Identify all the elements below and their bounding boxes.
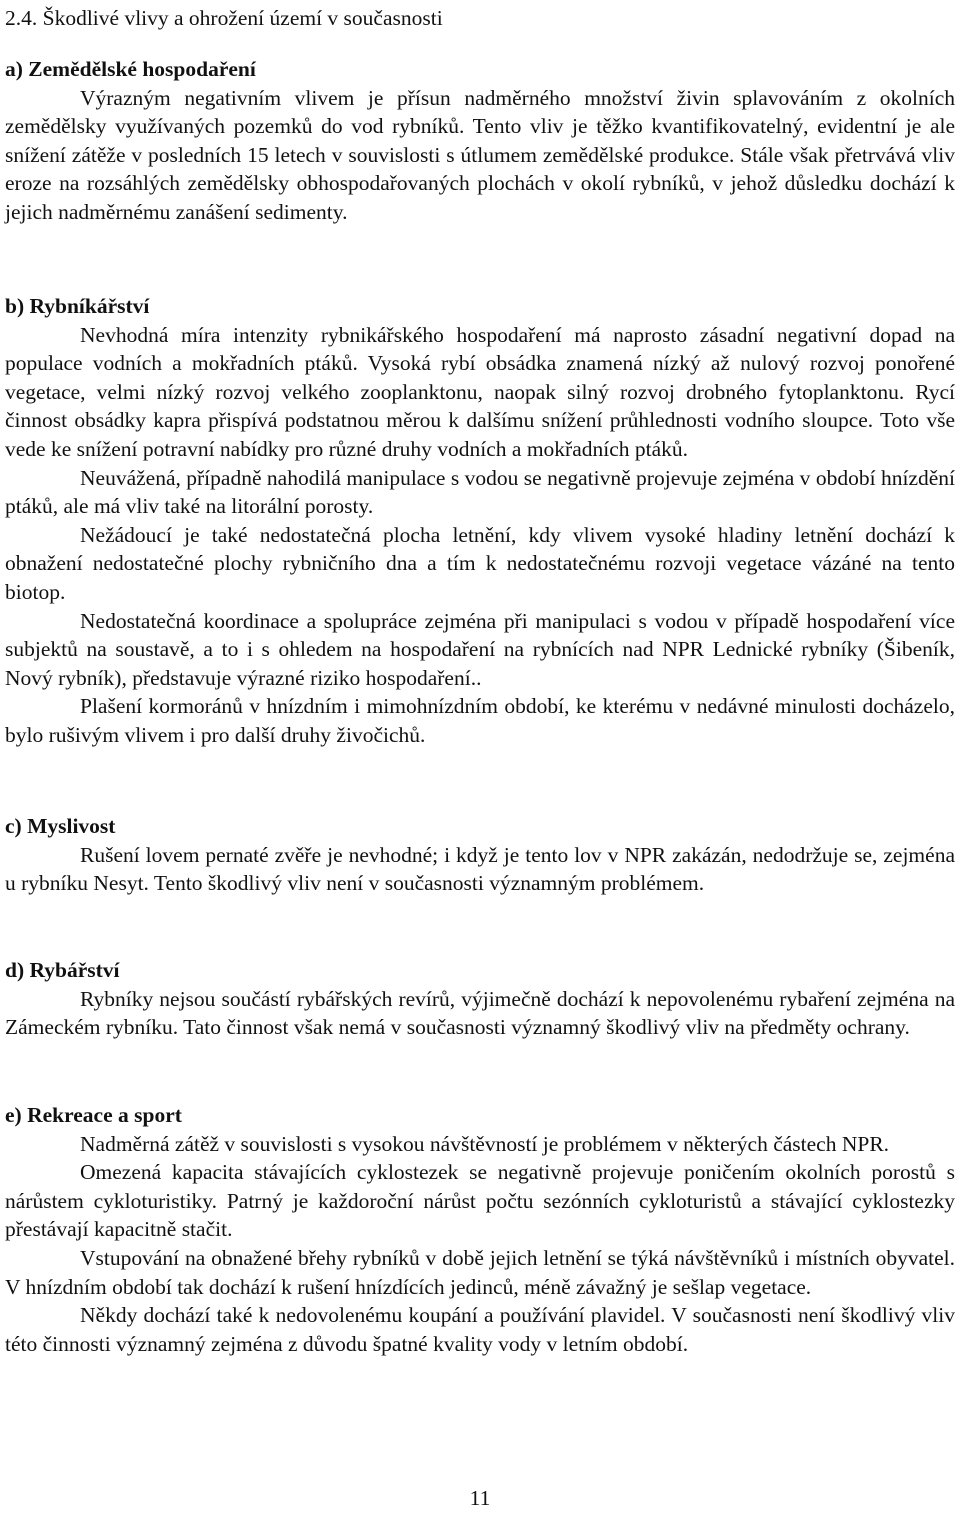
section-agriculture [5,55,955,227]
paragraph: Rybníky nejsou součástí rybářských revírů, výjimečně dochází k nepovolenému rybaření zejména na Zámeckém rybníku. Tato činnost však nemá v současnosti významný škodlivý vliv na předměty ochrany. [5,986,955,1040]
paragraph: Rušení lovem pernaté zvěře je nevhodné; i když je tento lov v NPR zakázán, nedodržuje se, zejména u rybníku Nesyt. Tento škodlivý vliv není v současnosti významným problémem. [5,842,955,896]
section-title: c) Myslivost [5,814,116,838]
paragraph: Plašení kormoránů v hnízdním i mimohnízdním období, ke kterému v nedávné minulosti docházelo, bylo rušivým vlivem i pro další druhy živočichů. [5,694,955,747]
paragraph: Neuvážená, případně nahodilá manipulace s vodou se negativně projevuje zejména v období hnízdění ptáků, ale má vliv také na litorální porosty. [5,465,955,519]
chapter-heading: 2.4. Škodlivé vlivy a ohrožení území v současnosti [5,6,443,30]
paragraph: Nevhodná míra intenzity rybnikářského hospodaření má naprosto zásadní negativní dopad na populace vodních a mokřadních ptáků. Vysoká rybí obsádka znamená nízký až nulový rozvoj ponořené vegetace, velmi nízký rozvoj velkého zooplanktonu, naopak silný rozvoj drobného fytoplanktonu. Rycí činnost obsádky kapra přispívá podstatnou měrou k dalšímu snížení průhlednosti vodního sloupce. Toto vše vede ke snížení potravní nabídky pro různé druhy vodních a mokřadních ptáků. [5,322,955,461]
paragraph: Nežádoucí je také nedostatečná plocha letnění, kdy vlivem vysoké hladiny letnění dochází k obnažení nedostatečné plochy rybničního dna a tím k nedostatečnému rozvoji vegetace vázáné na tento biotop. [5,522,955,604]
section-hunting [5,812,955,898]
section-title: b) Rybníkářství [5,294,150,318]
paragraph: Výrazným negativním vlivem je přísun nadměrného množství živin splavováním z okolních zemědělsky využívaných pozemků do vod rybníků. Tento vliv je těžko kvantifikovatelný, evidentní je ale snížení zátěže v posledních 15 letech v souvislosti s útlumem zemědělské produkce. Stále však přetrvává vliv eroze na rozsáhlých zemědělsky obhospodařovaných plochách v okolí rybníků, v jehož důsledku dochází k jejich nadměrnému zanášení sedimenty. [5,85,955,224]
section-title: d) Rybářství [5,958,120,982]
paragraph: Vstupování na obnažené břehy rybníků v době jejich letnění se týká návštěvníků i místních obyvatel. V hnízdním období tak dochází k rušení hnízdících jedinců, méně závažný je sešlap vegetace. [5,1245,955,1299]
section-fish-farming [5,292,955,750]
page-number: 11 [469,1486,491,1510]
section-fishing [5,956,955,1042]
section-title: e) Rekreace a sport [5,1103,182,1127]
paragraph: Nadměrná zátěž v souvislosti s vysokou návštěvností je problémem v některých částech NPR. [80,1131,890,1156]
section-title: a) Zemědělské hospodaření [5,57,256,81]
paragraph: Nedostatečná koordinace a spolupráce zejména při manipulaci s vodou v případě hospodaření více subjektů na soustavě, a to i s ohledem na hospodaření na rybnících nad NPR Lednické rybníky (Šibeník, Nový rybník), představuje výrazné riziko hospodaření.. [5,608,955,690]
paragraph: Někdy dochází také k nedovolenému koupání a používání plavidel. V současnosti není škodlivý vliv této činnosti významný zejména z důvodu špatné kvality vody v letním období. [5,1303,955,1356]
paragraph: Omezená kapacita stávajících cyklostezek se negativně projevuje poničením okolních porostů s nárůstem cykloturistiky. Patrný je každoroční nárůst počtu sezónních cykloturistů a stávající cyklostezky přestávají kapacitně stačit. [5,1160,955,1242]
section-recreation-sport [5,1101,955,1358]
